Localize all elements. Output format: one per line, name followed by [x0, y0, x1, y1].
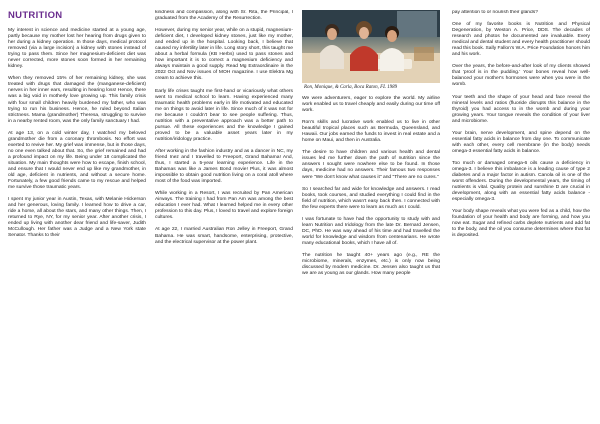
paragraph: However, during my senior year, while on a stupid, magnesium-deficient diet, I developed kidney stones, just like my mother, and ended up in the hospital. Looking back, I believe that caused my infertility later in life. Long story short, this taught me about a herbal formula (KB Herbs) used to pass stones and how important it is to correct a magnesium deficiency and always maintain a good supply. Read Mg Extraordinaire in the 2022 Oct and Nov issues of MOH magazine. I use Elektra Mg cream to achieve this. — [155, 28, 293, 82]
paragraph: We were adventurers, eager to explore the world. My airline work enabled us to travel cheaply and easily during our time off work. — [302, 96, 440, 114]
paragraph: When they removed 15% of her remaining kidney, she was treated with drugs that damaged the (manganese-deficient) nerves in her inner ears, resulting in hearing loss! Hence, there was a big void in motherly love growing up. This family crisis with four small children heavily burdened my father, who was trying to run his business. Hence, he ruled beyond Italian strictness. Mama (grandmother) Theresa, struggling to survive in a nearby rented room, was the only family sanctuary I had. — [8, 76, 146, 124]
paragraph: Your teeth and the shape of your head and face reveal the mineral levels and ratios (fluoride disrupts this balance in the thyroid) you had access to in the womb and during your growing years. Your tongue reveals the condition of your liver and microbiome. — [452, 94, 590, 124]
photo-illustration — [302, 10, 440, 83]
paragraph: While working in a Resort, I was recruited by Pan American Airways. The training I had from Pan Am was among the best education I ever had. What I learned helped me in every other profession to this day. Plus, I loved to travel and explore foreign cultures. — [155, 191, 293, 221]
paragraph: My interest in science and medicine started at a young age, partly because my mother lost her hearing from drugs given to her during a kidney operation. In those days, medical protocol removed (via a large incision) a kidney with stones instead of trying to pass them. Since her magnesium-deficient diet was never corrected, more stones soon formed in her remaining kidney. — [8, 28, 146, 70]
column-1 — [8, 10, 146, 420]
paragraph: Ron's skills and lucrative work enabled us to live in other beautiful tropical places such as Bermuda, Queensland, and Hawaii. Our jobs earned the funds to invest in real estate and a home on Maui, and then in Australia. — [302, 120, 440, 144]
paragraph: At age 22, I married Australian Ron Jelley in Freeport, Grand Bahama. He was smart, handsome, enterprising, protective, and the electrical supervisor at the power plant. — [155, 227, 293, 245]
column-4 — [452, 10, 590, 420]
paragraph: At age 13, on a cold winter day, I watched my beloved grandmother die from a coronary thrombosis. No effort was exerted to revive her. My grief was immense, but in those days, no one even talked about that. So, the grief remained and had a profound impact on my life. Being under 18 complicated the situation. My main thoughts were how to escape, finish school, and ensure that I would never end up like my grandmother, in old age, deficient in nutrients, and without a secure home. Fortunately, a few good friends came to my rescue and helped me survive those traumatic years. — [8, 130, 146, 191]
paragraph: The desire to have children and various health and dental issues led me further down the path of nutrition since the answers I sought were nowhere else to be found. In those days, medicine had no answers. Their famous two responses were "We don't know what causes it" and "There are no cures." — [302, 150, 440, 180]
section-title: NUTRITION — [8, 10, 63, 21]
paragraph: kindness and compassion, along with Sr. Rita, the Principal, I graduated from the Academy of the Resurrection. — [155, 10, 293, 22]
paragraph: After working in the fashion industry and as a dancer in NC, my friend Inez and I travelled to Freeport, Grand Bahama! And, thus, I started a 5-year learning experience. Life in the Bahamas was like a James Bond movie! Plus, it was almost impossible to obtain good nutrition living on a coral atoll where most of the food was imported. — [155, 148, 293, 185]
paragraph: Your brain, nerve development, and spine depend on the essential fatty acids in balance from day one. To communicate with each other, every cell membrane (in the body) needs omega-3 essential fatty acids in balance. — [452, 130, 590, 154]
column-2 — [155, 10, 293, 420]
paragraph: So I searched far and wide for knowledge and answers. I read books, took courses, and studied everything I could find in the field of nutrition, which wasn't easy back then. I connected with the few experts there were to learn as much as I could. — [302, 186, 440, 210]
paragraph: Over the years, the before-and-after look of my clients showed that 'proof is in the pudding.' Your bones reveal how well-balanced your mother's hormones were when you were in the womb. — [452, 64, 590, 88]
photo-caption: Ron, Monique, & Carla, Boca Raton, FL 1989 — [304, 85, 398, 90]
paragraph: pay attention to or nourish their glands? — [452, 10, 538, 15]
paragraph: One of my favorite books is Nutrition and Physical Degeneration, by Weston A. Price, DDS. The decades of research and photos he documented are invaluable. Every medical and dental student and every health practitioner should read this book. Sally Fallon's W.A. Price Foundation honors him and his work. — [452, 22, 590, 58]
paragraph: I was fortunate to have had the opportunity to study with and learn Nutrition and Iridology from the late Dr. Bernard Jensen, DC, PhD. He was way ahead of his time and had travelled the world for knowledge and wisdom from centenarians. He wrote many educational books, which I have all of. — [302, 216, 440, 246]
paragraph: Your body shape reveals what you were fed as a child, how the foundation of your health and body are forming, and how you now eat. Sugar and refined carbs deplete nutrients and add fat to the body, and the oil you consume determines where that fat is deposited. — [452, 209, 590, 239]
paragraph: Too much or damaged omega-6 oils cause a deficiency in omega-3. I believe this imbalance is a leading cause of type 2 diabetes and a major factor in autism. Canola oil is one of the worst offenders. During the developmental years, the timing of nutrients is vital. Quality protein and sunshine D are crucial in development, along with an essential fatty acids balance - especially omega-3. — [452, 160, 590, 203]
column-3 — [302, 10, 440, 420]
paragraph: Early life crises taught me first-hand or vicariously what others went to medical school to learn. Having experienced many traumatic health problems early in life motivated and educated me on things to avoid later in life. Since much of it was not for me because I couldn't bear to see people suffering. Thus, nutrition with a preventative approach was a better path to pursue. All these experiences and the knowledge I gained proved to be a valuable asset years later in my nutrition/iridology practice. — [155, 88, 293, 142]
paragraph: The nutrition he taught 40+ years ago (e.g., RE the microbiome, minerals, enzymes, etc.) is only now being discussed by modern medicine. Dr. Jensen also taught us that we are as young as our glands. How many people — [302, 252, 440, 277]
paragraph: I spent my junior year in Austin, Texas, with Melanie Hickerson and her generous, loving family. I learned how to drive a car, ride a horse, all about the stars, and many other things. Then, I returned to Rye, NY, for my senior year. After another crisis, I ended up living with another dear friend and life-saver, Judith McCullough. Her father was a Judge and a New York state Senator. Thanks to their — [8, 197, 146, 239]
family-photo — [302, 10, 440, 83]
